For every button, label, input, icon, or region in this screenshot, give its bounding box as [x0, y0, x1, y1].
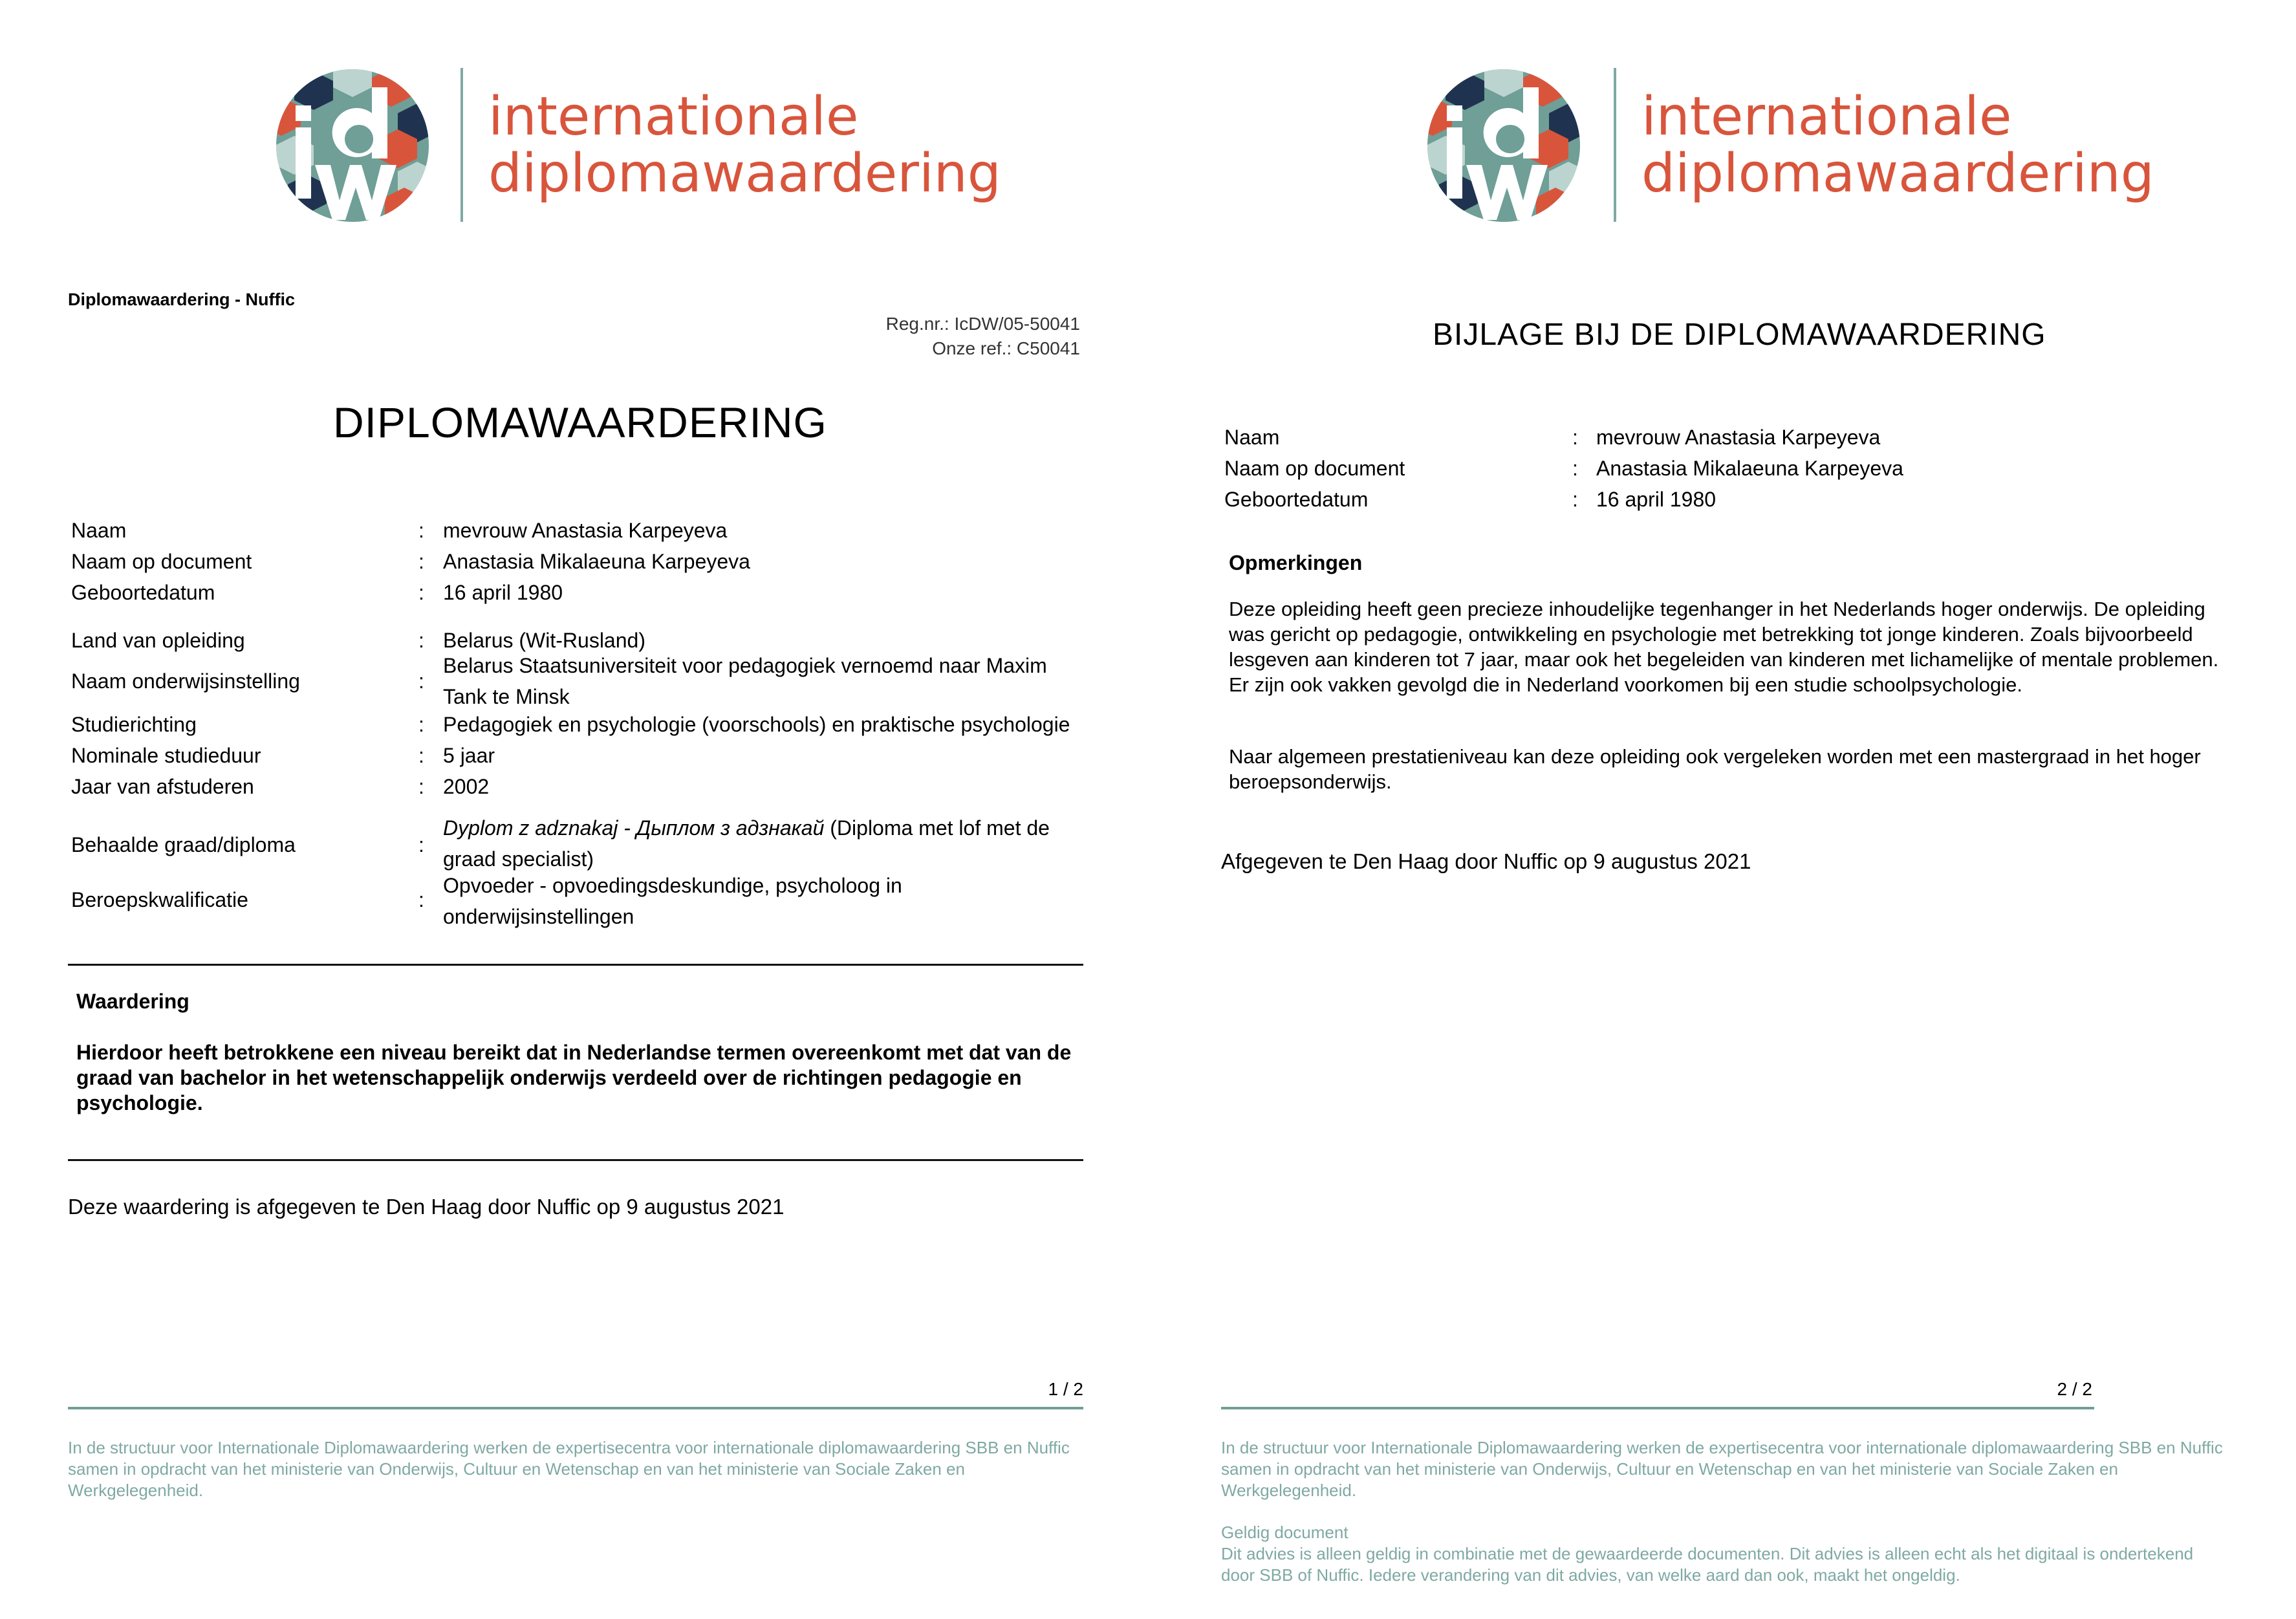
field-label: Beroepskwalificatie [71, 888, 248, 911]
footer-text: In de structuur voor Internationale Diplomawaardering werken de expertisecentra voor internationale diplomawaardering SBB en Nuffic samen in opdracht van het ministerie van Onderwijs, Cultuur en Wetenschap en van het ministerie van Sociale Zaken en Werkgelegenheid. [1221, 1438, 2223, 1500]
logo-text-line1: internationale [1641, 86, 2012, 147]
field-label: Naam [1224, 426, 1280, 449]
opmerkingen-paragraph-1: Deze opleiding heeft geen precieze inhoudelijke tegenhanger in het Nederlands hoger onderwijs. De opleiding was gericht op pedagogie, ontwikkeling en psychologie met betrekking tot jonge kinderen. Zoals bijvoorbeeld lesgeven aan kinderen tot 7 jaar, maar ook het begeleiden van kinderen met lichamelijke of mentale problemen. Er zijn ook vakken gevolgd die in Nederland voorkomen bij een studie schoolpsychologie. [1229, 598, 2219, 696]
field-value: Belarus (Wit-Rusland) [443, 629, 645, 652]
field-value: Opvoeder - opvoedingsdeskundige, psycholoog in onderwijsinstellingen [443, 874, 902, 928]
organization-label: Diplomawaardering - Nuffic [68, 290, 296, 309]
field-colon: : [1572, 457, 1578, 480]
idw-logo-icon [1426, 68, 1581, 223]
opmerkingen-heading: Opmerkingen [1229, 551, 1363, 574]
field-colon: : [418, 581, 424, 604]
field-colon: : [1572, 488, 1578, 511]
field-value: mevrouw Anastasia Karpeyeva [443, 519, 728, 542]
field-value: mevrouw Anastasia Karpeyeva [1596, 426, 1881, 449]
field-value: 2002 [443, 775, 490, 798]
waardering-heading: Waardering [76, 990, 190, 1013]
issued-statement: Afgegeven te Den Haag door Nuffic op 9 augustus 2021 [1221, 849, 1751, 873]
field-value: Anastasia Mikalaeuna Karpeyeva [1596, 457, 1903, 480]
reference-number: Onze ref.: C50041 [932, 338, 1080, 358]
field-colon: : [418, 669, 424, 693]
field-label: Naam [71, 519, 127, 542]
field-value-translation: (Diploma met lof met de graad specialist) [443, 816, 1050, 871]
footer-divider [1221, 1407, 2094, 1409]
field-row-instelling [71, 650, 1093, 712]
logo-text-line1: internationale [488, 86, 859, 147]
field-value: Anastasia Mikalaeuna Karpeyeva [443, 550, 750, 573]
page-2 [1148, 0, 2296, 1619]
field-label: Studierichting [71, 713, 197, 736]
field-value: 16 april 1980 [1596, 488, 1717, 511]
logo-text-line2: diplomawaardering [488, 143, 1001, 204]
idw-logo-icon [275, 68, 430, 223]
page-title: DIPLOMAWAARDERING [333, 398, 827, 446]
field-colon: : [1572, 426, 1578, 449]
field-colon: : [418, 629, 424, 652]
page-title: BIJLAGE BIJ DE DIPLOMAWAARDERING [1433, 318, 2046, 352]
field-colon: : [418, 833, 424, 856]
field-label: Naam op document [1224, 457, 1405, 480]
field-value: Belarus Staatsuniversiteit voor pedagogiek vernoemd naar Maxim Tank te Minsk [443, 654, 1047, 708]
field-label: Naam onderwijsinstelling [71, 669, 300, 693]
field-row-beroep [71, 870, 1093, 932]
field-colon: : [418, 550, 424, 573]
page-number: 2 / 2 [2057, 1379, 2092, 1399]
field-colon: : [418, 713, 424, 736]
logo-text-line2: diplomawaardering [1641, 143, 2154, 204]
geldig-text: Dit advies is alleen geldig in combinatie met de gewaardeerde documenten. Dit advies is alleen echt als het digitaal is ondertekend door SBB of Nuffic. Iedere verandering van dit advies, van welke aard dan ook, maakt het ongeldig. [1221, 1544, 2194, 1585]
field-colon: : [418, 744, 424, 767]
section-divider-bottom [68, 1159, 1083, 1161]
field-label: Nominale studieduur [71, 744, 261, 767]
footer-divider [68, 1407, 1083, 1409]
field-colon: : [418, 775, 424, 798]
field-label: Naam op document [71, 550, 252, 573]
issued-statement: Deze waardering is afgegeven te Den Haag door Nuffic op 9 augustus 2021 [68, 1195, 785, 1219]
field-colon: : [418, 519, 424, 542]
section-divider-top [68, 964, 1083, 966]
geldig-heading: Geldig document [1221, 1523, 1348, 1542]
field-value: 16 april 1980 [443, 581, 563, 604]
logo-divider [1614, 68, 1616, 222]
field-label: Jaar van afstuderen [71, 775, 254, 798]
field-label: Land van opleiding [71, 629, 245, 652]
registration-number: Reg.nr.: IcDW/05-50041 [885, 314, 1080, 334]
field-value [443, 812, 1090, 875]
field-colon: : [418, 888, 424, 911]
waardering-text: Hierdoor heeft betrokkene een niveau bereikt dat in Nederlandse termen overeenkomt met dat van de graad van bachelor in het wetenschappelijk onderwijs verdeeld over de richtingen pedagogie en psychologie. [76, 1041, 1072, 1114]
field-label: Geboortedatum [1224, 488, 1369, 511]
field-row-graad [71, 812, 1093, 875]
field-value: Pedagogiek en psychologie (voorschools) en praktische psychologie [443, 713, 1070, 736]
field-label: Behaalde graad/diploma [71, 833, 296, 856]
field-value-original: Dyplom z adznakaj - Дыплом з адзнакай [443, 816, 825, 840]
footer-text: In de structuur voor Internationale Diplomawaardering werken de expertisecentra voor internationale diplomawaardering SBB en Nuffic samen in opdracht van het ministerie van Onderwijs, Cultuur en Wetenschap en van het ministerie van Sociale Zaken en Werkgelegenheid. [68, 1438, 1070, 1500]
logo-divider [460, 68, 463, 222]
page-number: 1 / 2 [1048, 1379, 1083, 1399]
field-label: Geboortedatum [71, 581, 215, 604]
opmerkingen-paragraph-2: Naar algemeen prestatieniveau kan deze opleiding ook vergeleken worden met een mastergraad in het hoger beroepsonderwijs. [1229, 745, 2201, 793]
field-value: 5 jaar [443, 744, 495, 767]
